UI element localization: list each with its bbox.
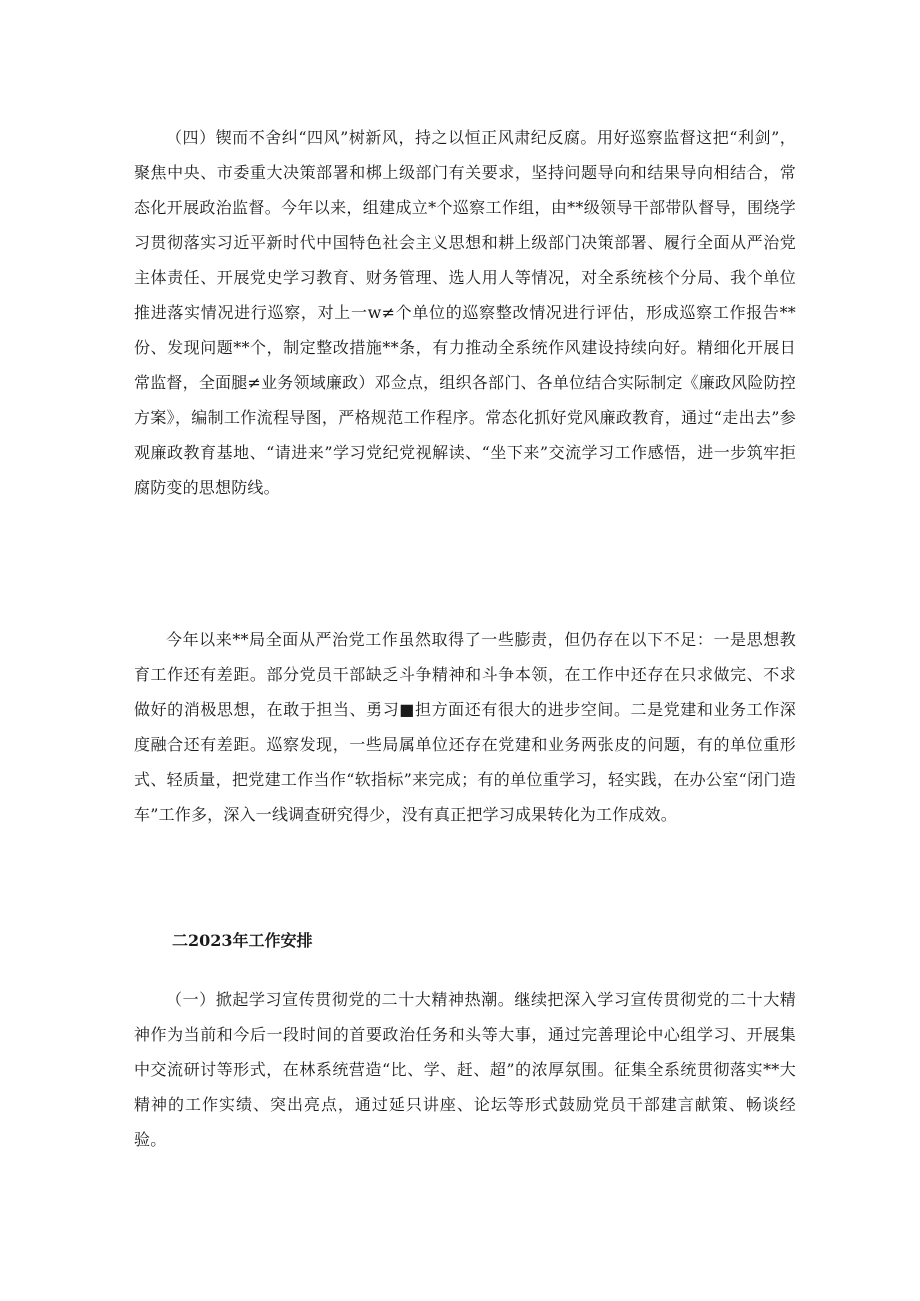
paragraph-shortcomings: 今年以来**局全面从严治党工作虽然取得了一些膨责，但仍存在以下不足：一是思想教育工作还有差距。部分党员干部缺乏斗争精神和斗争本领，在工作中还存在只求做完、不求做好的消极思想，在敢于担当、勇习■担方面还有很大的进步空间。二是党建和业务工作深度融合还有差距。巡察发现，一些局属单位还存在党建和业务两张皮的问题，有的单位重形式、轻质量，把党建工作当作“软指标”来完成；有的单位重学习，轻实践，在办公室“闭门造车”工作多，深入一线调查研究得少，没有真正把学习成果转化为工作成效。	[134, 630, 796, 824]
paragraph-discipline-inspection: （四）锲而不舍纠“四风”树新风，持之以恒正风肃纪反腐。用好巡察监督这把“利剑”，聚焦中央、市委重大决策部署和梆上级部门有关要求，坚持问题导向和结果导向相结合，常态化开展政治监督。今年以来，组建成立*个巡察工作组，由**级领导干部带队督导，围绕学习贯彻落实习近平新时代中国特色社会主义思想和耕上级部门决策部署、履行全面从严治党主体责任、开展党史学习教育、财务管理、选人用人等情况，对全系统核个分局、我个单位推进落实情况进行巡察，对上一w≠个单位的巡察整改情况进行评估，形成巡察工作报告**份、发现问题**个，制定整改措施**条，有力推动全系统作风建设持续向好。精细化开展日常监督，全面腿≠业务领域廉政）邓佥点，组织各部门、各单位结合实际制定《廉政风险防控方案》，编制工作流程导图，严格规范工作程序。常态化抓好党风廉政教育，通过“走出去”参观廉政教育基地、“请进来”学习党纪党视解读、“坐下来”交流学习工作感悟，进一步筑牢拒腐防变的思想防线。	[134, 128, 796, 497]
section-heading: 二2023年工作安排	[172, 931, 313, 950]
paragraph-study-campaign: （一）掀起学习宣传贯彻党的二十大精神热潮。继续把深入学习宣传贯彻党的二十大精神作为当前和今后一段时间的首要政治任务和头等大事，通过完善理论中心组学习、开展集中交流研讨等形式，在林系统营造“比、学、赶、超”的浓厚氛围。征集全系统贯彻落实**大精神的工作实绩、突出亮点，通过延只讲座、论坛等形式鼓励党员干部建言献策、畅谈经验。	[134, 990, 796, 1149]
